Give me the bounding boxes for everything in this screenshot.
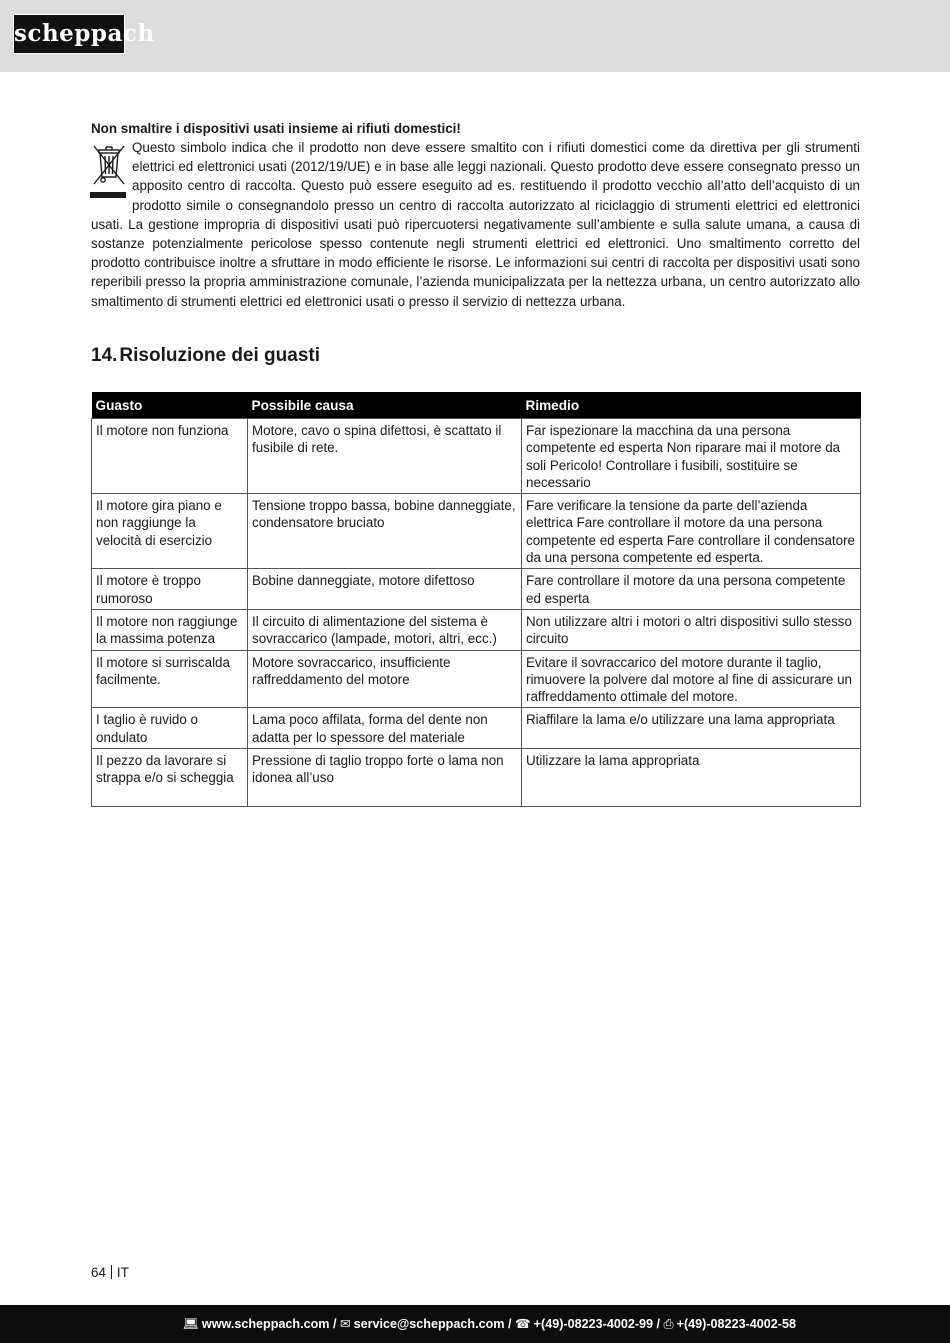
- table-row: [92, 749, 861, 807]
- cause-cell: Tensione troppo bassa, bobine danneggiate, condensatore bruciato: [248, 494, 522, 569]
- remedy-cell: Fare controllare il motore da una persona competente ed esperta: [522, 569, 861, 610]
- remedy-cell: Riaffilare la lama e/o utilizzare una lama appropriata: [522, 708, 861, 749]
- cause-cell: Lama poco affilata, forma del dente non adatta per lo spessore del materiale: [248, 708, 522, 749]
- table-row: [92, 494, 861, 569]
- table-header-row: [92, 392, 861, 419]
- section-number: 14.: [91, 345, 118, 366]
- column-header-remedy: Rimedio: [522, 392, 861, 419]
- cause-cell: Il circuito di alimentazione del sistema è sovraccarico (lampade, motori, altri, ecc.): [248, 609, 522, 650]
- footer-email[interactable]: service@scheppach.com /: [353, 1317, 512, 1331]
- footer-fax: +(49)-08223-4002-58: [676, 1317, 796, 1331]
- column-header-fault: Guasto: [92, 392, 248, 419]
- fault-cell: Il pezzo da lavorare si strappa e/o si scheggia: [92, 749, 248, 807]
- footer-phone: +(49)-08223-4002-99 /: [533, 1317, 661, 1331]
- language-code: IT: [116, 1265, 129, 1280]
- footer-contacts: [183, 1316, 796, 1332]
- table-row: [92, 609, 861, 650]
- disposal-heading: Non smaltire i dispositivi usati insieme ai rifiuti domestici!: [91, 121, 461, 136]
- page-number-divider: [111, 1265, 112, 1279]
- troubleshooting-table: [91, 392, 861, 807]
- computer-icon: 💻︎: [182, 1317, 199, 1331]
- cause-cell: Bobine danneggiate, motore difettoso: [248, 569, 522, 610]
- table-row: [92, 419, 861, 494]
- footer-website[interactable]: www.scheppach.com /: [201, 1317, 337, 1331]
- footer-band: [0, 1305, 950, 1343]
- table-row: [92, 650, 861, 708]
- fault-cell: Il motore gira piano e non raggiunge la velocità di esercizio: [92, 494, 248, 569]
- fault-cell: Il motore non funziona: [92, 419, 248, 494]
- cause-cell: Pressione di taglio troppo forte o lama non idonea all’uso: [248, 749, 522, 807]
- remedy-cell: Evitare il sovraccarico del motore durante il taglio, rimuovere la polvere dal motore al fine di assicurare un raffreddamento ottimale del motore.: [522, 650, 861, 708]
- column-header-cause: Possibile causa: [248, 392, 522, 419]
- section-heading: [91, 345, 320, 367]
- remedy-cell: Non utilizzare altri i motori o altri dispositivi sullo stesso circuito: [522, 609, 861, 650]
- scheppach-logo: scheppach: [13, 14, 125, 54]
- fault-cell: I taglio è ruvido o ondulato: [92, 708, 248, 749]
- phone-icon: ☎︎: [514, 1317, 531, 1331]
- disposal-body: Questo simbolo indica che il prodotto non deve essere smaltito con i rifiuti domestici come da direttiva per gli strumenti elettrici ed elettronici usati (2012/19/UE) e in base alle leggi nazionali. Questo prodotto deve essere consegnato presso un apposito centro di raccolta. Questo può essere eseguito ad es. restituendo il prodotto vecchio all’atto dell’acquisto di un prodotto simile o consegnandolo presso un centro di raccolta autorizzato al riciclaggio di strumenti elettrici ed elettronici usati. La gestione impropria di dispositivi usati può ripercuotersi negativamente sull’ambiente e sulla salute umana, a causa di sostanze potenzialmente pericolose spesso contenute negli strumenti elettrici ed elettronici. Uno smaltimento corretto del prodotto contribuisce inoltre a sfruttare in modo efficiente le risorse. Le informazioni sui centri di raccolta per dispositivi usati sono reperibili presso la propria amministrazione comunale, l’azienda municipalizzata per la nettezza urbana, un centro autorizzato allo smaltimento di strumenti elettrici ed elettronici usati o presso il servizio di nettezza urbana.: [91, 140, 860, 309]
- cause-cell: Motore sovraccarico, insufficiente raffreddamento del motore: [248, 650, 522, 708]
- page-content: [91, 119, 860, 786]
- section-title: Risoluzione dei guasti: [119, 345, 320, 366]
- table-row: [92, 708, 861, 749]
- mail-icon: ✉︎: [340, 1317, 351, 1331]
- fault-cell: Il motore non raggiunge la massima potenza: [92, 609, 248, 650]
- remedy-cell: Utilizzare la lama appropriata: [522, 749, 861, 807]
- header-band: [0, 0, 950, 72]
- remedy-cell: Far ispezionare la macchina da una persona competente ed esperta Non riparare mai il motore da soli Pericolo! Controllare i fusibili, sostituire se necessario: [522, 419, 861, 494]
- crossed-out-wheelie-bin-icon: [90, 142, 128, 202]
- page-number: 64: [91, 1265, 106, 1280]
- remedy-cell: Fare verificare la tensione da parte dell’azienda elettrica Fare controllare il motore da una persona competente ed esperta Fare controllare il condensatore da una persona competente ed esperta.: [522, 494, 861, 569]
- cause-cell: Motore, cavo o spina difettosi, è scattato il fusibile di rete.: [248, 419, 522, 494]
- fax-icon: ⎙: [663, 1317, 674, 1331]
- fault-cell: Il motore è troppo rumoroso: [92, 569, 248, 610]
- table-row: [92, 569, 861, 610]
- fault-cell: Il motore si surriscalda facilmente.: [92, 650, 248, 708]
- page-number-block: [91, 1265, 129, 1280]
